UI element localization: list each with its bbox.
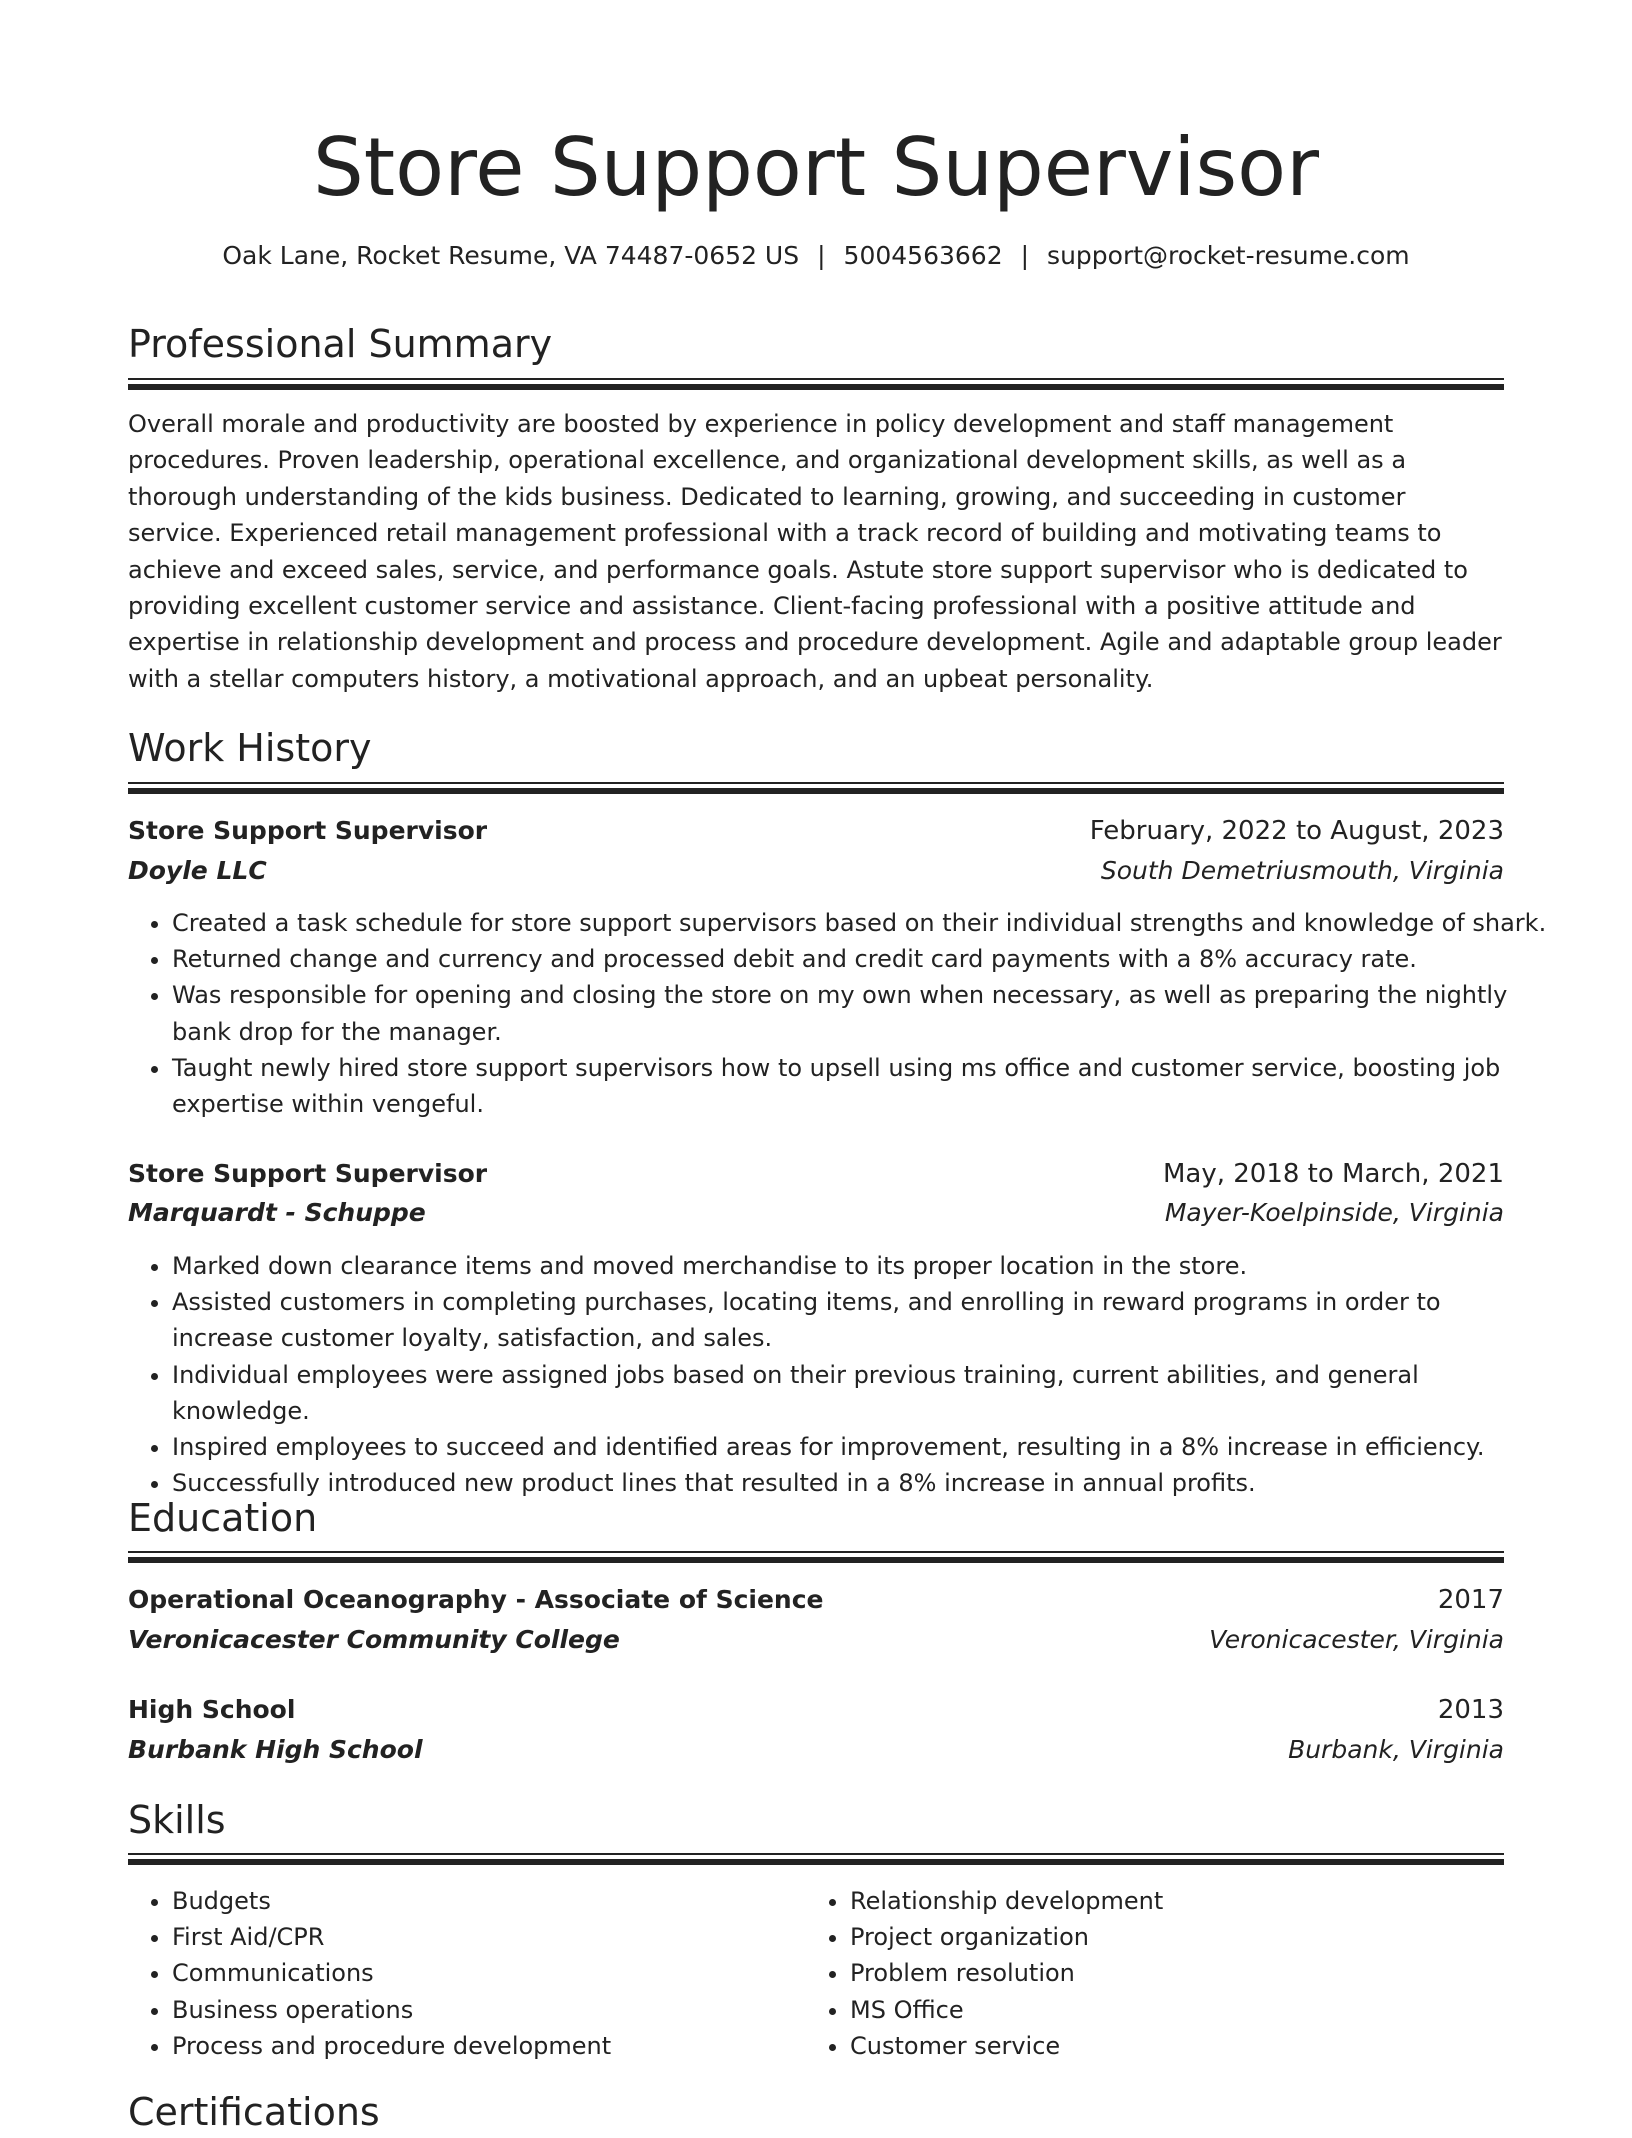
- skill-item: • Communications: [172, 1955, 812, 1991]
- section-title-work-history: Work History: [128, 726, 372, 770]
- section-title-skills: Skills: [128, 1798, 226, 1842]
- education-subheader: [128, 1730, 1504, 1770]
- skill-item: • Budgets: [172, 1883, 812, 1919]
- education-header: [128, 1690, 1504, 1730]
- section-divider: [128, 378, 1504, 380]
- education-degree: High School: [128, 1695, 296, 1724]
- job-header: [128, 811, 1504, 851]
- job-subheader: [128, 851, 1504, 891]
- job-position: Store Support Supervisor: [128, 816, 488, 845]
- section-title-education: Education: [128, 1496, 318, 1540]
- education-header: [128, 1580, 1504, 1620]
- section-title-summary: Professional Summary: [128, 322, 553, 366]
- list-item: • Taught newly hired store support supervisors how to upsell using ms office and customer service, boosting job expertise within vengeful.: [172, 1050, 1548, 1122]
- list-item: • Inspired employees to succeed and identified areas for improvement, resulting in a 8% increase in efficiency.: [172, 1429, 1548, 1465]
- section-title-certifications: Certifications: [128, 2090, 380, 2134]
- education-subheader: [128, 1620, 1504, 1660]
- job-bullet-list: [128, 905, 1548, 1122]
- skill-item: • MS Office: [850, 1992, 1548, 2028]
- skill-item: • Business operations: [172, 1992, 812, 2028]
- skill-item: • Problem resolution: [850, 1955, 1548, 1991]
- list-item: • Returned change and currency and processed debit and credit card payments with a 8% accuracy rate.: [172, 941, 1548, 977]
- job-company: Doyle LLC: [128, 856, 267, 885]
- list-item: • Successfully introduced new product lines that resulted in a 8% increase in annual profits.: [172, 1465, 1548, 1501]
- education-location: Burbank, Virginia: [1288, 1735, 1504, 1764]
- list-item: • Individual employees were assigned jobs based on their previous training, current abilities, and general knowledge.: [172, 1357, 1548, 1429]
- job-subheader: [128, 1193, 1504, 1233]
- contact-phone: 5004563662: [843, 241, 1003, 270]
- contact-separator: |: [817, 241, 826, 270]
- skill-item: • First Aid/CPR: [172, 1919, 812, 1955]
- skills-list-left: [128, 1883, 812, 2064]
- section-divider: [128, 788, 1504, 794]
- list-item: • Assisted customers in completing purchases, locating items, and enrolling in reward programs in order to increase customer loyalty, satisfaction, and sales.: [172, 1284, 1548, 1356]
- job-bullet-list: [128, 1248, 1548, 1501]
- education-degree: Operational Oceanography - Associate of Science: [128, 1585, 824, 1614]
- list-item: • Created a task schedule for store support supervisors based on their individual strengths and knowledge of shark.: [172, 905, 1548, 941]
- education-school: Veronicacester Community College: [128, 1625, 620, 1654]
- contact-line: [0, 236, 1632, 276]
- section-divider: [128, 384, 1504, 390]
- contact-email[interactable]: support@rocket-resume.com: [1047, 241, 1410, 270]
- education-year: 2017: [1437, 1585, 1504, 1615]
- section-divider: [128, 1557, 1504, 1563]
- summary-text: Overall morale and productivity are boosted by experience in policy development and staff management procedures. Proven leadership, operational excellence, and organizational development skills, as well as a thorough understanding of the kids business. Dedicated to learning, growing, and succeeding in customer service. Experienced retail management professional with a track record of building and motivating teams to achieve and exceed sales, service, and performance goals. Astute store support supervisor who is dedicated to providing excellent customer service and assistance. Client-facing professional with a positive attitude and expertise in relationship development and process and procedure development. Agile and adaptable group leader with a stellar computers history, a motivational approach, and an upbeat personality.: [128, 410, 1502, 693]
- education-school: Burbank High School: [128, 1735, 423, 1764]
- contact-address: Oak Lane, Rocket Resume, VA 74487-0652 US: [222, 241, 800, 270]
- skill-item: • Project organization: [850, 1919, 1548, 1955]
- skill-item: • Customer service: [850, 2028, 1548, 2064]
- job-location: Mayer-Koelpinside, Virginia: [1164, 1198, 1504, 1227]
- education-year: 2013: [1437, 1695, 1504, 1725]
- list-item: • Was responsible for opening and closing the store on my own when necessary, as well as preparing the nightly bank drop for the manager.: [172, 977, 1548, 1049]
- skill-item: • Relationship development: [850, 1883, 1548, 1919]
- contact-separator: |: [1020, 241, 1030, 270]
- section-divider: [128, 782, 1504, 784]
- section-divider: [128, 1859, 1504, 1865]
- skills-list-right: [806, 1883, 1548, 2064]
- job-header: [128, 1154, 1504, 1194]
- job-dates: February, 2022 to August, 2023: [1089, 816, 1504, 846]
- section-divider: [128, 1853, 1504, 1855]
- resume-name: Store Support Supervisor: [312, 121, 1319, 214]
- job-position: Store Support Supervisor: [128, 1159, 488, 1188]
- job-dates: May, 2018 to March, 2021: [1162, 1159, 1504, 1189]
- job-company: Marquardt - Schuppe: [128, 1198, 426, 1227]
- skill-item: • Process and procedure development: [172, 2028, 812, 2064]
- job-location: South Demetriusmouth, Virginia: [1100, 856, 1504, 885]
- list-item: • Marked down clearance items and moved merchandise to its proper location in the store.: [172, 1248, 1548, 1284]
- section-divider: [128, 1551, 1504, 1553]
- education-location: Veronicacester, Virginia: [1209, 1625, 1504, 1654]
